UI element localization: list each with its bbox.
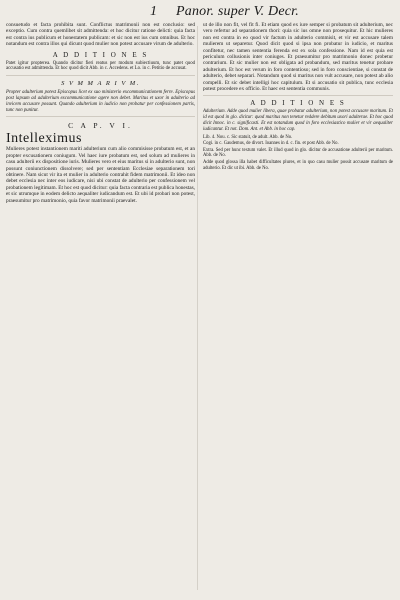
chapter-opening (6, 132, 195, 146)
section-divider (203, 95, 393, 96)
opening-word: Intelleximus (6, 131, 82, 147)
left-opening-text: consuetudo et facta prohibita sunt. Conflictus matrimonii non est conclusio: sed exceptio. Cum contra quemlibet sit admittenda: et hoc dicitur ratione delicti: quia facta est contra ius publicum et honestatem publicam: et sic non est ius cum omnibus. Et hoc notandum est contra illos qui dicunt quod mulier non potest accusare virum de adulterio. (6, 22, 195, 48)
citation-entry: Lib. 4. Nou. c. Sic statuit, de adult. Abb. de No. (203, 134, 293, 140)
right-column (203, 22, 393, 594)
right-main-text: ut de illo non fit, vel fit fi. Et etiam quod ex iure semper si probatum sit adulterium, nec vero refertur ad separationem thori: quia sic ius omne non prosequitur. Et hic mulieres non est contra in eo quod vir factum in adulterio commisit, et vir est accusare talem mulierem ut separetur. Quod dicit quod si ipsa non probatur in iudicio, et maritus confitetur, nec tamen sententia ferenda est ex sola confessione. Nam id est quia est periculum collusionis inter coniuges. Et praesumitur pro matrimonio donec probetur contrarium. Et sic mulier non est obligata ad probandum, sed maritus tenetur probare adulterium. Et hoc est verum in foro contentioso; sed in foro conscientiae, si constat de adulterio, debet separari. Notandum quod si maritus non vult accusare, non potest ab alio compelli. Et sic debet intelligi hoc capitulum. Et si accusatio sit publica, tunc ecclesia potest procedere ex officio. Et haec est sententia communis. (203, 22, 393, 93)
summary-text: Propter adulterium potest Episcopus licet ex suo ministerio excommunicationem ferre. Episcopus post lapsum ad adulterium excommunicatione agere non debet. Maritus et uxor in adulterio ad invicem accusare possunt. Quando adulterium in iudicio non probatur per confessionem partis, tunc non punitur. (6, 90, 195, 113)
left-column (6, 22, 195, 594)
additions-text-left: Patet igitur propterea. Quando dicitur fieri reatus per modum subiectiuum, tunc patet quod accusatio est admittenda. Et hoc quod dicit Abb. in c. Accedens. et Lo. in c. Petitio de accusat. (6, 60, 195, 72)
folio-number: 1 (150, 4, 157, 19)
chapter-text: Mulieres potest instantionem mariti adulterium cum alio commisisse probatum est, et an propter excusationem coniugum. Vel haec iure probatum est, sed solum ad mulieres in casu adulterii ex dispositione iuris. Mulieres vero et eius maritus si in adulterio sunt, non possunt coniunctionem dissolvere; sed per sententiam Ecclesiae separationem tori obtinere. Nam sicut vir ita et mulier in adulterio contrahit fidem matrimonii. Et ideo non debet ecclesia nec inter eos iudicare, nisi ubi constat de adulterio per confessionem vel probationem legitimam. Et hoc est quod dicitur: quia facta contraria est publica honestas, et sic utrumque in eodem delicto aequaliter iudicandum est. Et ubi id probari non potest, praesumitur pro matrimonio, quia favor matrimonii praevalet. (6, 146, 195, 204)
section-divider (6, 116, 195, 117)
section-divider (6, 75, 195, 76)
citation-entry: Cogi. in c. Gaudemus, de divort. Ioannes in d. c. fin. et post Abb. de No. (203, 141, 339, 147)
additions-heading-right: A D D I T I O N E S (250, 99, 346, 108)
citation-entry: Extra. Sed per hunc textum valet. Et illud quod in glo. dicitur de accusatione adulterii per maritum. Abb. de No. (203, 147, 393, 159)
page-header (0, 2, 400, 20)
running-title: Panor. super V. Decr. (176, 4, 299, 19)
citations-list (203, 135, 393, 172)
summary-heading: S V M M A R I V M. (61, 80, 140, 88)
chapter-heading: C A P. V I. (68, 121, 133, 131)
additions-heading-left: A D D I T I O N E S (52, 50, 149, 59)
additions-text-right: Adulterium. Adde quod mulier libera, quae probatur adulterium, non potest accusare maritum. Et id est quod in glo. dicitur: quod maritus non tenetur reddere debitum uxori adulterae. Et hoc quod dicit Innoc. in c. significasti. Et est notandum quod in foro ecclesiastico mulier et vir aequaliter iudicantur. Et not. Dom. Ant. et Abb. in hoc cap. (203, 109, 393, 132)
citation-entry: Adde quod glossa illa habet difficultates plures, et in quo casu mulier possit accusare maritum de adulterio. Et dic ut ibi. Abb. de No. (203, 160, 393, 171)
column-gutter (197, 26, 198, 590)
